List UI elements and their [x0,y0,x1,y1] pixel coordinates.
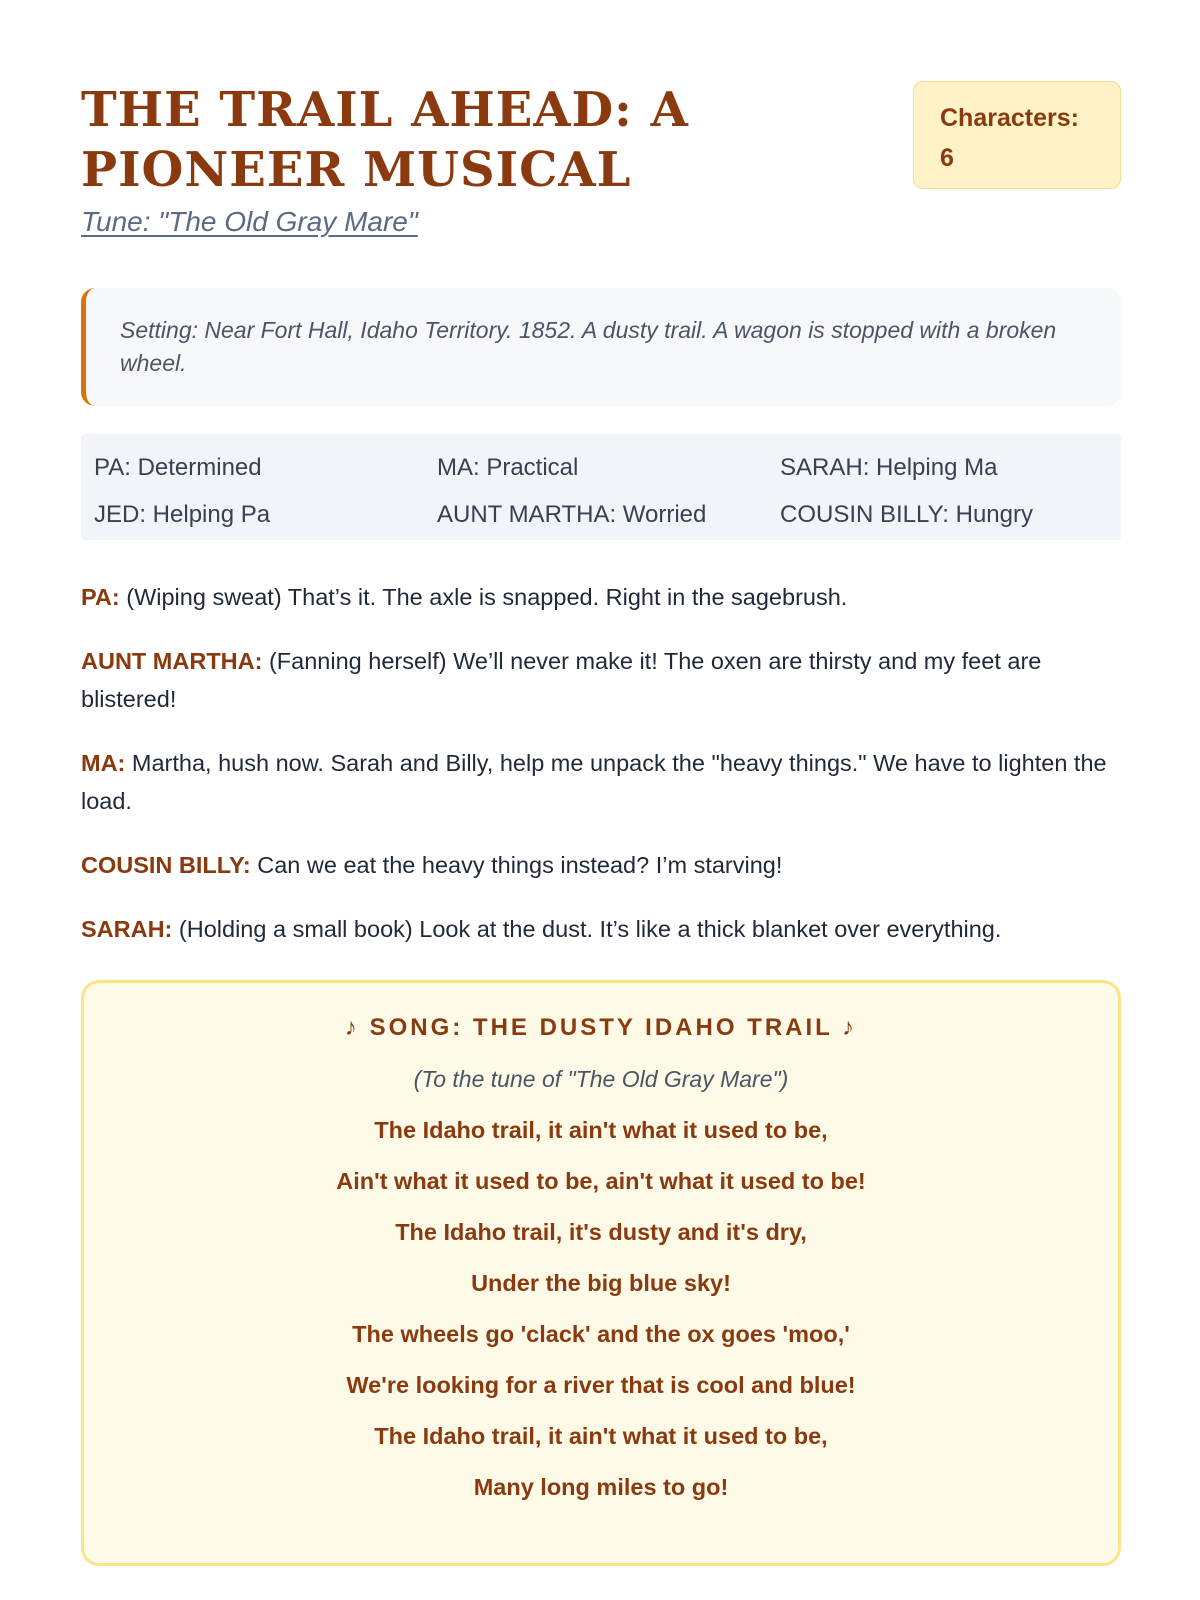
page-title: THE TRAIL AHEAD: A PIONEER MUSICAL [81,82,689,198]
music-note-icon: ♪ [842,1014,858,1041]
dialogue-text: (Holding a small book) Look at the dust. It’s like a thick blanket over everything. [178,916,1002,942]
tune-link[interactable]: Tune: "The Old Gray Mare" [81,206,418,237]
dialogue-text: (Fanning herself) We’ll never make it! The oxen are thirsty and my feet are blistered! [81,648,1042,712]
dialogue-line [81,744,1121,820]
speaker-name: MA: [81,750,126,776]
song-title-text: SONG: THE DUSTY IDAHO TRAIL [369,1014,833,1041]
speaker-name: SARAH: [81,916,173,942]
dialogue-text: Can we eat the heavy things instead? I’m starving! [257,852,783,878]
cast-item: SARAH: Helping Ma [780,453,998,481]
song-lyrics [84,1105,1118,1513]
script-page [81,0,1121,1500]
speaker-name: AUNT MARTHA: [81,648,263,674]
lyric-line: The Idaho trail, it ain't what it used to be, [374,1117,828,1143]
music-note-icon: ♪ [344,1014,360,1041]
cast-item: AUNT MARTHA: Worried [437,500,707,528]
dialogue-text: Martha, hush now. Sarah and Billy, help me unpack the "heavy things." We have to lighten the load. [81,750,1107,814]
cast-list [81,434,1121,540]
dialogue-text: (Wiping sweat) That’s it. The axle is snapped. Right in the sagebrush. [126,584,848,610]
characters-label: Characters: [940,104,1079,132]
cast-item: JED: Helping Pa [94,500,271,528]
characters-badge [913,81,1121,189]
lyric-line: The wheels go 'clack' and the ox goes 'moo,' [352,1321,850,1347]
dialogue [81,578,1121,974]
song-tune: (To the tune of "The Old Gray Mare") [413,1066,789,1092]
lyric-line: Ain't what it used to be, ain't what it used to be! [336,1168,866,1194]
setting-note: Setting: Near Fort Hall, Idaho Territory. 1852. A dusty trail. A wagon is stopped with a broken wheel. [81,288,1121,406]
dialogue-line [81,910,1121,948]
song-title [84,1011,1118,1045]
cast-item: COUSIN BILLY: Hungry [780,500,1033,528]
speaker-name: PA: [81,584,120,610]
cast-item: PA: Determined [94,453,262,481]
lyric-line: We're looking for a river that is cool and blue! [346,1372,856,1398]
dialogue-line [81,578,1121,616]
cast-item: MA: Practical [437,453,579,481]
lyric-line: Under the big blue sky! [471,1270,731,1296]
lyric-line: The Idaho trail, it ain't what it used to be, [374,1423,828,1449]
dialogue-line [81,846,1121,884]
speaker-name: COUSIN BILLY: [81,852,251,878]
dialogue-line [81,642,1121,718]
lyric-line: The Idaho trail, it's dusty and it's dry, [395,1219,807,1245]
lyric-line: Many long miles to go! [473,1474,729,1500]
song-box [81,980,1121,1566]
header [81,0,1121,250]
characters-count: 6 [940,144,954,172]
